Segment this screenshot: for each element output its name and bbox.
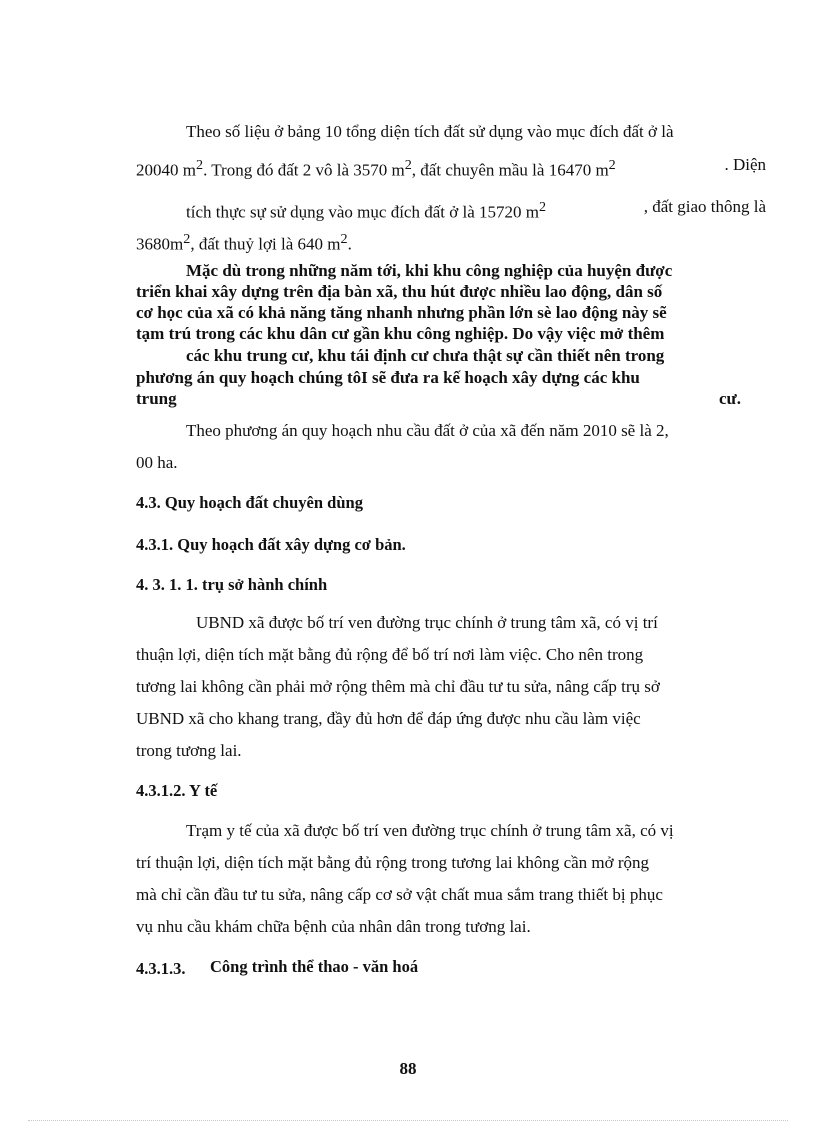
para5-line2: trí thuận lợi, diện tích mặt bằng đủ rộng trong tương lai không cần mở rộng <box>136 853 650 872</box>
heading-4-3-1-3-number: 4.3.1.3. <box>136 959 186 978</box>
text-fragment: , đất thuỷ lợi là 640 m <box>190 234 341 254</box>
para2-line2: triển khai xây dựng trên địa bàn xã, thu hút được nhiều lao động, dân số <box>136 282 663 301</box>
superscript: 2 <box>340 231 348 247</box>
para2-line5: các khu trung cư, khu tái định cư chưa thật sự cần thiết nên trong <box>186 346 665 365</box>
para4-line3: tương lai không cần phải mở rộng thêm mà chỉ đầu tư tu sửa, nâng cấp trụ sở <box>136 677 660 696</box>
para2-line7 <box>136 388 741 410</box>
para4-line5: trong tương lai. <box>136 741 242 760</box>
para1-line1: Theo số liệu ở bảng 10 tổng diện tích đất sử dụng vào mục đích đất ở là <box>186 122 674 141</box>
text-fragment: tích thực sự sử dụng vào mục đích đất ở là 15720 m <box>186 202 539 222</box>
text-fragment: 3680m <box>136 234 184 254</box>
text-fragment: . Diện <box>724 155 766 174</box>
text-fragment: . Trong đó đất 2 vô là 3570 m <box>203 160 405 180</box>
page-divider <box>28 1120 788 1121</box>
para5-line4: vụ nhu cầu khám chữa bệnh của nhân dân trong tương lai. <box>136 917 531 936</box>
para2-line3: cơ học của xã có khả năng tăng nhanh nhưng phần lớn sè lao động này sẽ <box>136 303 667 322</box>
para4-line1: UBND xã được bố trí ven đường trục chính ở trung tâm xã, có vị trí <box>196 613 658 632</box>
para1-line3 <box>186 196 766 224</box>
para5-line1: Trạm y tế của xã được bố trí ven đường trục chính ở trung tâm xã, có vị <box>186 821 674 840</box>
superscript: 2 <box>538 199 547 215</box>
text-fragment: trung <box>136 389 177 408</box>
heading-4-3-1: 4.3.1. Quy hoạch đất xây dựng cơ bản. <box>136 535 406 554</box>
para3-line1: Theo phương án quy hoạch nhu cầu đất ở của xã đến năm 2010 sẽ là 2, <box>186 421 669 440</box>
text-fragment: . <box>347 234 352 254</box>
para4-line2: thuận lợi, diện tích mặt bằng đủ rộng để bố trí nơi làm việc. Cho nên trong <box>136 645 644 664</box>
heading-4-3: 4.3. Quy hoạch đất chuyên dùng <box>136 493 363 512</box>
heading-4-3-1-2: 4.3.1.2. Y tế <box>136 781 218 800</box>
superscript: 2 <box>183 231 191 247</box>
text-fragment: , đất giao thông là <box>643 197 766 216</box>
superscript: 2 <box>608 157 616 173</box>
text-fragment: , đất chuyên mầu là 16470 m <box>411 160 609 180</box>
para2-line6: phương án quy hoạch chúng tôI sẽ đưa ra kế hoạch xây dựng các khu <box>136 368 640 387</box>
para1-line2 <box>136 154 766 182</box>
superscript: 2 <box>404 157 412 173</box>
heading-4-3-1-3-title: Công trình thể thao - văn hoá <box>210 957 419 976</box>
para5-line3: mà chỉ cần đầu tư tu sửa, nâng cấp cơ sở vật chất mua sắm trang thiết bị phục <box>136 885 663 904</box>
para4-line4: UBND xã cho khang trang, đầy đủ hơn để đáp ứng được nhu cầu làm việc <box>136 709 641 728</box>
para2-line4: tạm trú trong các khu dân cư gần khu công nghiệp. Do vậy việc mở thêm <box>136 324 665 343</box>
para1-line4 <box>136 228 352 256</box>
para2-line1: Mặc dù trong những năm tới, khi khu công nghiệp của huyện được <box>186 261 673 280</box>
heading-4-3-1-1: 4. 3. 1. 1. trụ sở hành chính <box>136 575 328 594</box>
para3-line2: 00 ha. <box>136 453 178 472</box>
text-fragment: 20040 m <box>136 160 196 180</box>
text-fragment: cư. <box>719 389 741 408</box>
superscript: 2 <box>195 157 204 173</box>
page-number: 88 <box>399 1059 417 1078</box>
